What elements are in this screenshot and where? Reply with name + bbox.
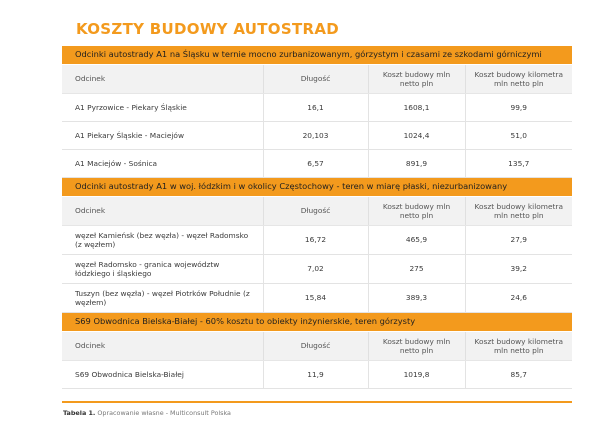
table-row (62, 255, 572, 284)
cell-cost-per-km: 85,7 (465, 361, 572, 389)
cell-cost-per-km: 135,7 (465, 150, 572, 178)
cell-segment: węzeł Kamieńsk (bez węzła) - węzeł Radomsko (z węzłem) (62, 226, 263, 255)
col-header-segment: Odcinek (62, 65, 263, 94)
cell-cost: 275 (368, 255, 465, 284)
caption-text: Opracowanie własne - Multiconsult Polska (97, 409, 231, 417)
cell-length: 16,1 (263, 94, 368, 122)
section-title: S69 Obwodnica Bielska-Białej - 60% kosztu to obiekty inżynierskie, teren górzysty (62, 313, 572, 332)
col-header-cost-per-km: Koszt budowy kilometra mln netto pln (465, 197, 572, 226)
cost-table (62, 46, 572, 389)
col-header-length: Długość (263, 197, 368, 226)
col-header-segment: Odcinek (62, 332, 263, 361)
section-header-row (62, 46, 572, 65)
cell-segment: A1 Pyrzowice - Piekary Śląskie (62, 94, 263, 122)
table-row (62, 150, 572, 178)
cell-cost-per-km: 27,9 (465, 226, 572, 255)
cell-cost: 465,9 (368, 226, 465, 255)
cell-segment: Tuszyn (bez węzła) - węzeł Piotrków Południe (z węzłem) (62, 284, 263, 313)
col-header-cost: Koszt budowy mln netto pln (368, 65, 465, 94)
table-caption (63, 409, 231, 417)
cell-segment: S69 Obwodnica Bielska-Białej (62, 361, 263, 389)
column-header-row (62, 332, 572, 361)
cell-cost: 389,3 (368, 284, 465, 313)
cell-segment: węzeł Radomsko - granica województw łódzkiego i śląskiego (62, 255, 263, 284)
column-header-row (62, 65, 572, 94)
cell-cost: 891,9 (368, 150, 465, 178)
table-row (62, 284, 572, 313)
cell-cost-per-km: 24,6 (465, 284, 572, 313)
section-header-row (62, 313, 572, 332)
cell-length: 16,72 (263, 226, 368, 255)
table-row (62, 122, 572, 150)
table-row (62, 361, 572, 389)
column-header-row (62, 197, 572, 226)
section-header-row (62, 178, 572, 197)
table-row (62, 226, 572, 255)
cell-segment: A1 Piekary Śląskie - Maciejów (62, 122, 263, 150)
col-header-segment: Odcinek (62, 197, 263, 226)
cell-length: 20,103 (263, 122, 368, 150)
col-header-length: Długość (263, 65, 368, 94)
cell-cost: 1019,8 (368, 361, 465, 389)
table-bottom-accent (62, 401, 572, 403)
section-title: Odcinki autostrady A1 na Śląsku w ternie mocno zurbanizowanym, górzystym i czasami ze szkodami górniczymi (62, 46, 572, 65)
cell-cost-per-km: 99,9 (465, 94, 572, 122)
cell-length: 15,84 (263, 284, 368, 313)
col-header-cost: Koszt budowy mln netto pln (368, 332, 465, 361)
col-header-cost-per-km: Koszt budowy kilometra mln netto pln (465, 65, 572, 94)
cell-segment: A1 Maciejów - Sośnica (62, 150, 263, 178)
cell-cost-per-km: 51,0 (465, 122, 572, 150)
cell-length: 7,02 (263, 255, 368, 284)
cell-length: 6,57 (263, 150, 368, 178)
cell-cost: 1608,1 (368, 94, 465, 122)
col-header-length: Długość (263, 332, 368, 361)
caption-label: Tabela 1. (63, 409, 96, 417)
cell-cost-per-km: 39,2 (465, 255, 572, 284)
col-header-cost-per-km: Koszt budowy kilometra mln netto pln (465, 332, 572, 361)
section-title: Odcinki autostrady A1 w woj. łódzkim i w okolicy Częstochowy - teren w miarę płaski, niezurbanizowany (62, 178, 572, 197)
cell-length: 11,9 (263, 361, 368, 389)
cost-table-container (62, 46, 572, 389)
cell-cost: 1024,4 (368, 122, 465, 150)
table-row (62, 94, 572, 122)
col-header-cost: Koszt budowy mln netto pln (368, 197, 465, 226)
page-title: KOSZTY BUDOWY AUTOSTRAD (76, 20, 339, 38)
